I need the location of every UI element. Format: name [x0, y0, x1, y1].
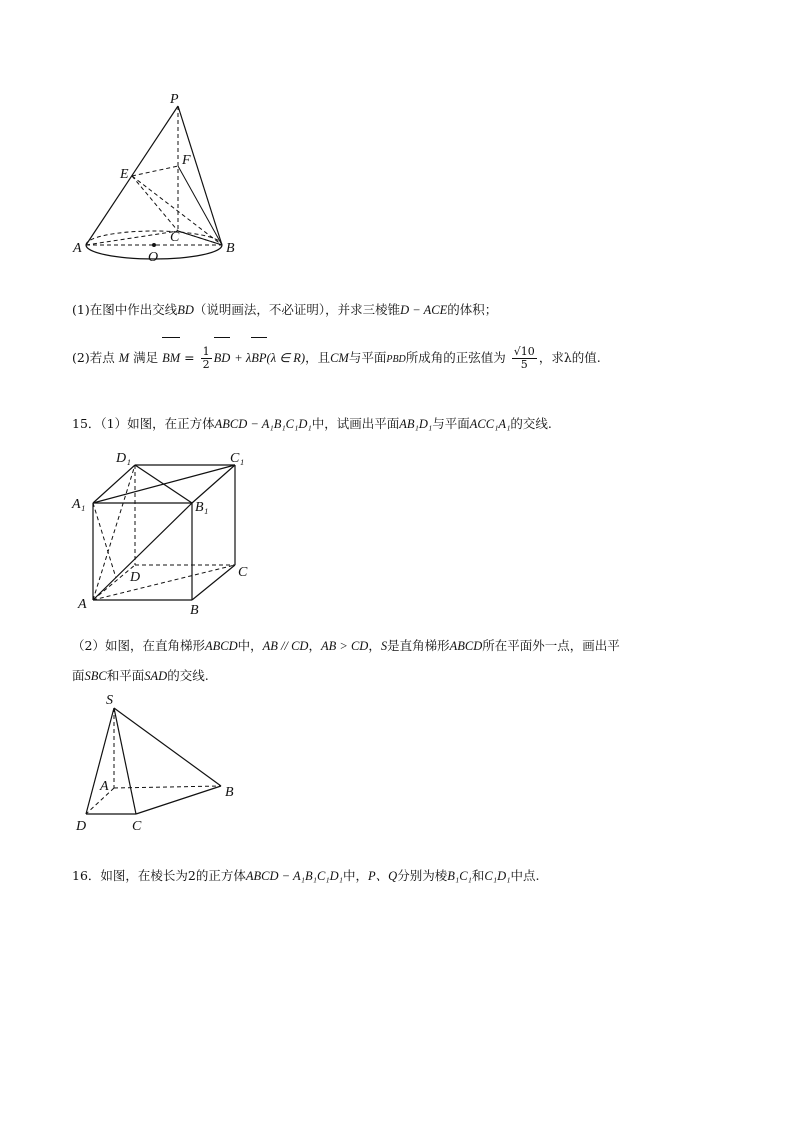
label-f: F [182, 153, 191, 168]
label-a1: A₁ [72, 497, 86, 512]
cone-diagram [60, 86, 250, 276]
label-a: A [78, 597, 87, 612]
vector-bp: BP [251, 340, 266, 376]
label-b: B [190, 603, 199, 618]
label-c: C [132, 819, 142, 834]
q14-part2: (2)若点 M 满足 BM = $\frac{1}{2}$ BD + λBP(λ ∈ R)，且CM与平面PBD所成角的正弦值为 $\frac{√10}{5}$ ，求λ的值. [72, 340, 740, 376]
q15-part1: 15．（1）如图，在正方体ABCD − A₁B₁C₁D₁中，试画出平面AB₁D₁与平面ACC₁A₁的交线. [72, 416, 552, 431]
vector-bm: BM [162, 340, 180, 376]
label-e: E [120, 167, 129, 182]
label-c: C [238, 565, 248, 580]
q15-part2-line1: （2）如图，在直角梯形ABCD中，AB // CD，AB > CD，S是直角梯形ABCD所在平面外一点，画出平 [72, 638, 620, 653]
q15-part2-line2: 面SBC和平面SAD的交线. [72, 668, 209, 683]
q16-text: 16．如图，在棱长为2的正方体ABCD − A₁B₁C₁D₁中，P、Q分别为棱B₁C₁和C₁D₁中点. [72, 868, 540, 883]
label-d: D [76, 819, 87, 834]
label-a: A [100, 779, 109, 794]
pyramid-figure [68, 690, 258, 840]
label-s: S [106, 693, 113, 708]
q14-part1: (1)在图中作出交线BD（说明画法，不必证明），并求三棱锥D − ACE的体积； [72, 302, 498, 317]
label-c: C [170, 230, 180, 245]
label-b: B [226, 241, 235, 256]
fraction-half: $\frac{1}{2}$ [202, 345, 210, 371]
label-d1: D₁ [116, 451, 131, 466]
label-d: D [130, 570, 141, 585]
fraction-sine-value: $\frac{√10}{5}$ [513, 345, 535, 371]
cube-diagram [68, 448, 268, 618]
cone-figure [60, 86, 250, 276]
label-p: P [170, 92, 179, 107]
label-o: O [148, 250, 159, 265]
vector-bd: BD [214, 340, 231, 376]
label-c1: C₁ [230, 451, 245, 466]
pyramid-diagram [68, 690, 258, 840]
label-b: B [225, 785, 234, 800]
cube-figure [68, 448, 268, 618]
label-a: A [73, 241, 82, 256]
label-b1: B₁ [195, 500, 209, 515]
